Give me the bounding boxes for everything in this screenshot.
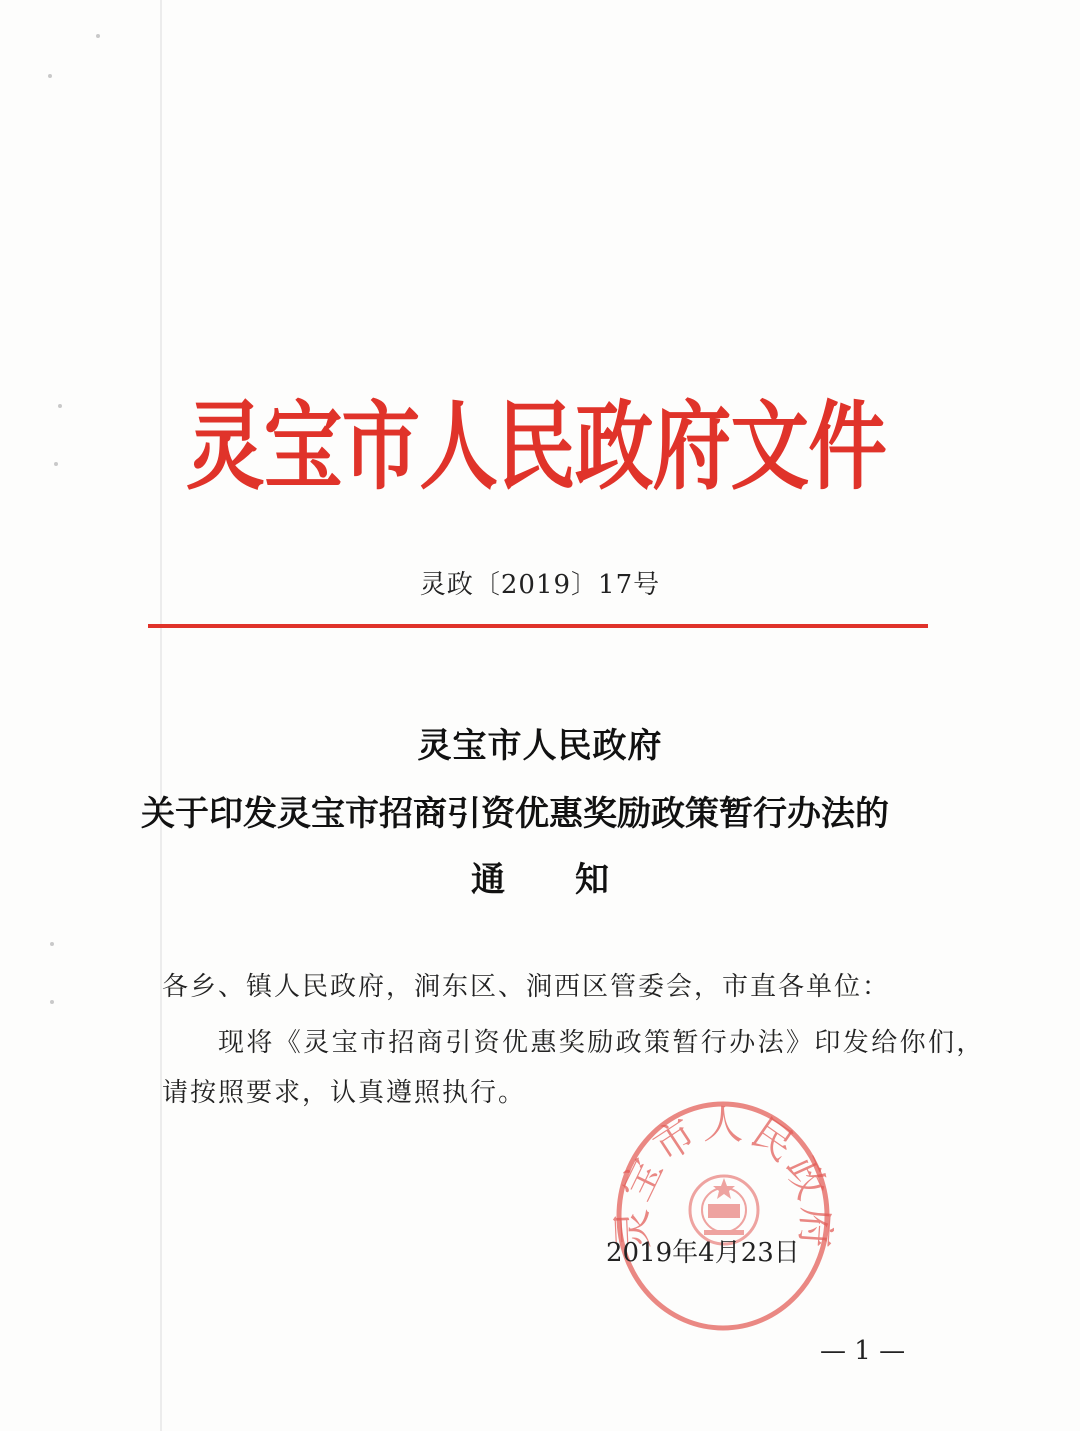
notice-title-line-2: 关于印发灵宝市招商引资优惠奖励政策暂行办法的 (141, 794, 889, 834)
paper-speck (96, 34, 100, 38)
binding-edge (160, 0, 162, 1431)
document-header-title (0, 368, 1080, 508)
page-number: — 1 — (820, 1336, 906, 1366)
official-seal (612, 1098, 834, 1334)
body-paragraph-line-1: 现将《灵宝市招商引资优惠奖励政策暂行办法》印发给你们， (218, 1028, 985, 1058)
paper-speck (50, 1000, 54, 1004)
seal-text: 灵宝市人民政 (612, 1102, 834, 1250)
notice-title-line-1: 灵宝市人民政府 (417, 726, 663, 766)
document-number: 灵政〔2019〕17号 (419, 570, 661, 600)
notice-title-line-3: 通知 (471, 860, 679, 900)
header-title-text: 灵宝市人民政府文件 (186, 391, 886, 503)
body-paragraph-line-2: 请按照要求，认真遵照执行。 (162, 1078, 527, 1108)
paper-speck (50, 942, 54, 946)
salutation: 各乡、镇人民政府，涧东区、涧西区管委会，市直各单位： (162, 972, 891, 1002)
paper-speck (48, 74, 52, 78)
red-separator-line (148, 624, 928, 628)
issue-date: 2019年4月23日 (606, 1238, 800, 1268)
